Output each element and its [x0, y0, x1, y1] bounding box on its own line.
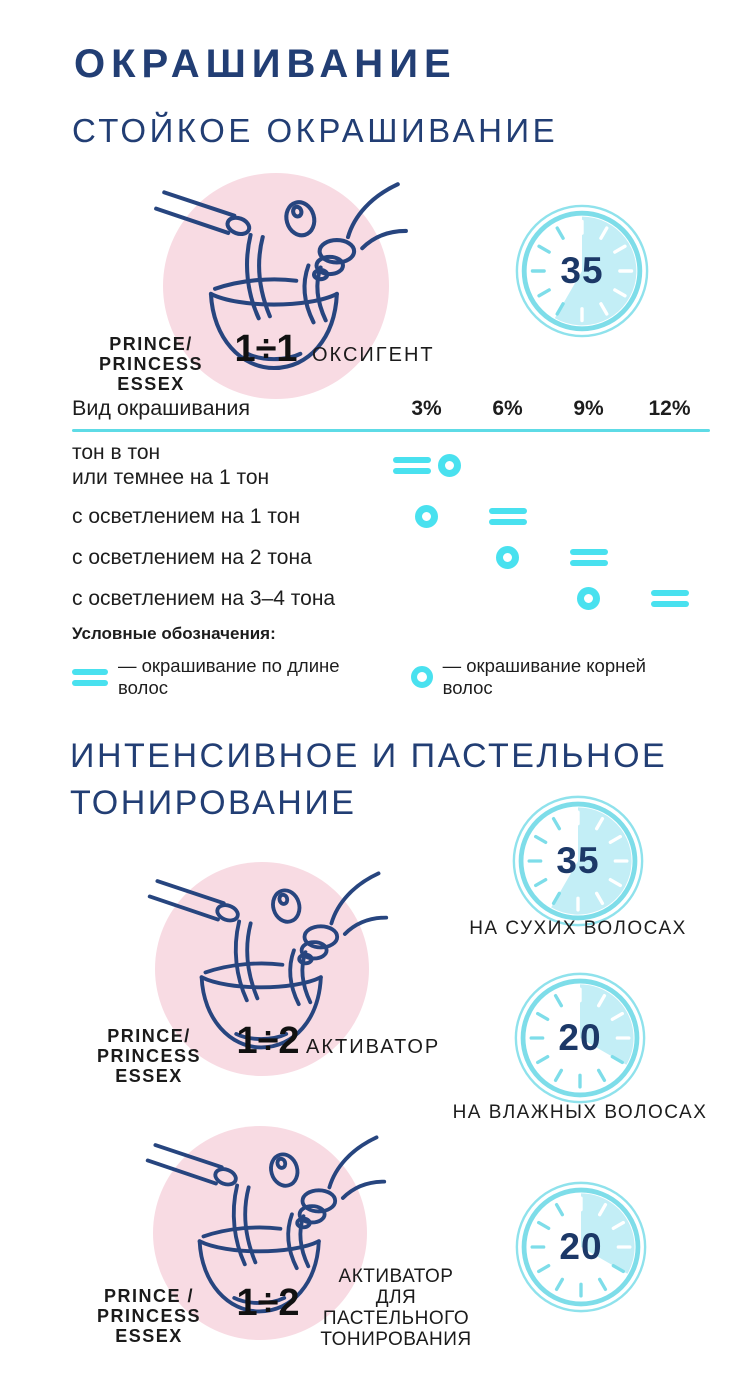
component-line1: АКТИВАТОР	[338, 1266, 454, 1287]
length-coloring-symbol	[651, 590, 689, 607]
column-header-6pct: 6%	[492, 397, 523, 420]
table-cell	[548, 549, 629, 566]
timer-minutes: 35	[556, 840, 600, 881]
table-cell	[467, 508, 548, 525]
timer-clock-35	[514, 203, 650, 339]
page-title: ОКРАШИВАНИЕ	[74, 42, 457, 86]
length-coloring-symbol	[72, 669, 108, 686]
length-symbol	[72, 669, 108, 686]
row-label: с осветлением на 3–4 тона	[72, 587, 336, 610]
component-line3: ТОНИРОВАНИЯ	[320, 1329, 472, 1350]
brand-label	[66, 334, 236, 394]
timer-minutes: 35	[560, 250, 604, 291]
table-row	[72, 537, 710, 578]
table-cell	[548, 587, 629, 610]
roots-symbol	[411, 666, 433, 688]
table-cell	[629, 590, 710, 607]
length-coloring-symbol	[570, 549, 608, 566]
brand-label	[64, 1026, 234, 1086]
legend-item-roots	[411, 655, 692, 699]
column-header-3pct: 3%	[411, 397, 442, 420]
brand-line1: PRINCE/	[107, 1026, 191, 1046]
table-row	[72, 432, 710, 496]
legend	[72, 624, 692, 699]
table-cell	[386, 505, 467, 528]
timer-clock-pastel	[514, 1180, 648, 1314]
brand-line2: PRINCESS ESSEX	[96, 1046, 202, 1086]
legend-title: Условные обозначения:	[72, 624, 276, 643]
component-label: ОКСИГЕНТ	[312, 344, 435, 366]
mix-ratio: 1÷2	[236, 1282, 300, 1324]
table-row-header: Вид окрашивания	[72, 396, 251, 420]
mix-ratio: 1÷2	[236, 1020, 300, 1062]
table-header	[72, 396, 710, 421]
toning-title-line2: ТОНИРОВАНИЕ	[70, 784, 357, 822]
legend-items	[72, 655, 692, 699]
brand-line1: PRINCE /	[103, 1286, 194, 1306]
length-coloring-symbol	[489, 508, 527, 525]
table-row	[72, 496, 710, 537]
roots-coloring-symbol	[577, 587, 600, 610]
brand-label	[64, 1286, 234, 1346]
brand-line2: PRINCESS ESSEX	[98, 354, 204, 394]
row-label: с осветлением на 1 тон	[72, 505, 301, 528]
legend-label: — окрашивание по длине волос	[118, 655, 340, 698]
roots-coloring-symbol	[415, 505, 438, 528]
timer-label-wet-hair: НА ВЛАЖНЫХ ВОЛОСАХ	[452, 1102, 708, 1123]
table-row	[72, 578, 710, 619]
timer-clock-dry-hair	[511, 794, 645, 928]
timer-clock-wet-hair	[513, 971, 647, 1105]
table-cell	[467, 546, 548, 569]
toning-title-line1: ИНТЕНСИВНОЕ И ПАСТЕЛЬНОЕ	[70, 737, 668, 775]
brand-line1: PRINCE/	[109, 334, 193, 354]
section-permanent-title: СТОЙКОЕ ОКРАШИВАНИЕ	[72, 112, 559, 149]
roots-coloring-symbol	[496, 546, 519, 569]
component-label	[304, 1266, 488, 1350]
component-line2: ДЛЯ ПАСТЕЛЬНОГО	[322, 1287, 470, 1329]
table-rows	[72, 432, 710, 619]
table-cell	[386, 454, 467, 477]
legend-item-length	[72, 655, 385, 699]
mix-ratio: 1÷1	[234, 328, 298, 370]
column-header-12pct: 12%	[648, 397, 691, 420]
oxidant-table	[72, 396, 710, 619]
timer-minutes: 20	[559, 1226, 603, 1267]
roots-coloring-symbol	[411, 666, 433, 688]
row-label: с осветлением на 2 тона	[72, 546, 312, 569]
column-header-9pct: 9%	[573, 397, 604, 420]
timer-minutes: 20	[558, 1017, 602, 1058]
roots-coloring-symbol	[438, 454, 461, 477]
length-coloring-symbol	[393, 457, 431, 474]
brand-line2: PRINCESS ESSEX	[96, 1306, 202, 1346]
component-label: АКТИВАТОР	[306, 1036, 441, 1058]
timer-label-dry-hair: НА СУХИХ ВОЛОСАХ	[469, 918, 687, 939]
row-label: тон в тон или темнее на 1 тон	[72, 441, 270, 489]
legend-label: — окрашивание корней волос	[442, 655, 646, 698]
